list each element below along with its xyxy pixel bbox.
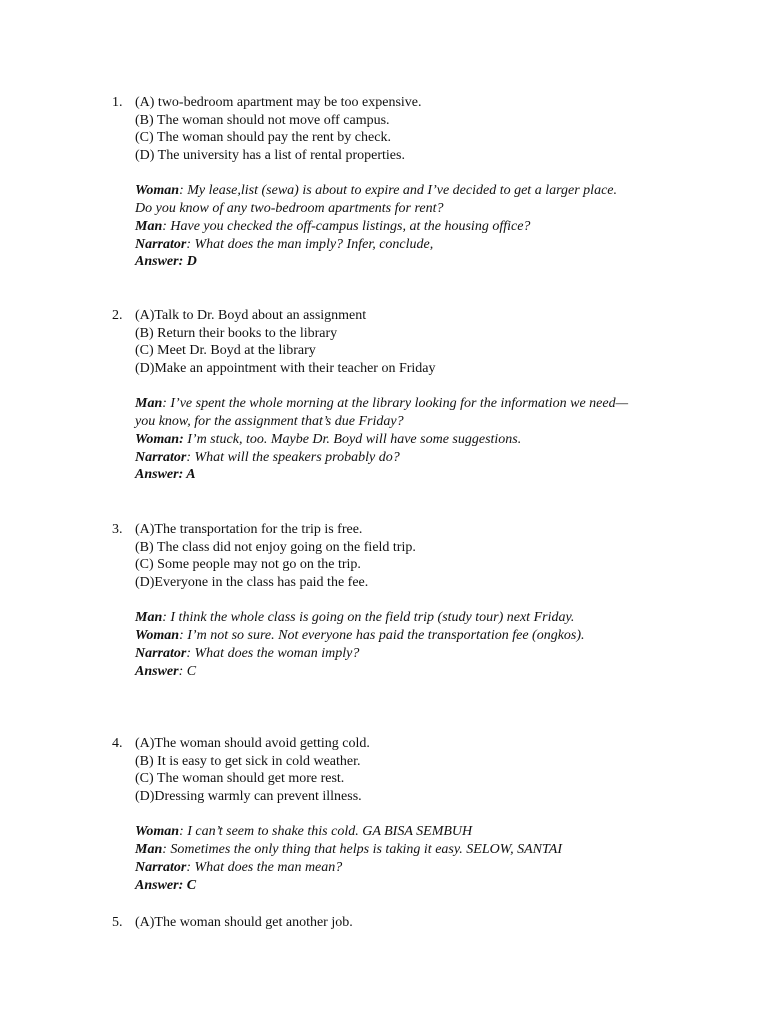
dialogue	[135, 182, 755, 270]
question-number: 1.	[112, 95, 123, 110]
dialogue-line	[135, 413, 755, 431]
answer-line	[135, 877, 755, 895]
speaker-label: Narrator	[135, 236, 187, 252]
dialogue-line	[135, 431, 755, 449]
dialogue	[135, 609, 755, 680]
option-b: (B) It is easy to get sick in cold weather.	[135, 753, 361, 769]
speaker-label: Woman	[135, 183, 180, 199]
answer-label: Answer:	[135, 254, 184, 270]
answer-value: A	[183, 467, 196, 483]
dialogue-line	[135, 236, 755, 254]
dialogue-text: : What will the speakers probably do?	[186, 449, 400, 465]
option-a: (A)Talk to Dr. Boyd about an assignment	[135, 308, 367, 323]
speaker-label: Man	[135, 218, 163, 234]
question-number: 5.	[112, 915, 123, 930]
dialogue-line	[135, 395, 755, 413]
question-body	[135, 307, 755, 484]
dialogue-line	[135, 609, 755, 627]
speaker-label: Man	[135, 610, 163, 626]
option-b: (B) The class did not enjoy going on the field trip.	[135, 539, 416, 555]
dialogue-line	[135, 200, 755, 218]
dialogue-text: : Sometimes the only thing that helps is taking it easy. SELOW, SANTAI	[162, 842, 562, 858]
speaker-label: Woman	[135, 628, 180, 644]
dialogue-line	[135, 182, 755, 200]
dialogue-text: Do you know of any two-bedroom apartments for rent?	[135, 201, 444, 217]
question-body	[135, 521, 755, 680]
speaker-label: Woman	[135, 824, 180, 840]
dialogue-text: : I can’t seem to shake this cold. GA BISA SEMBUH	[179, 824, 473, 840]
option-d: (D)Dressing warmly can prevent illness.	[135, 789, 362, 805]
dialogue-text: : What does the man imply? Infer, conclude,	[186, 236, 434, 252]
option-a: (A)The transportation for the trip is free.	[135, 522, 363, 537]
dialogue	[135, 395, 755, 483]
speaker-label: Narrator	[135, 859, 187, 875]
dialogue-text: : I’m not so sure. Not everyone has paid the transportation fee (ongkos).	[179, 628, 585, 644]
dialogue-text: I’m stuck, too. Maybe Dr. Boyd will have some suggestions.	[183, 431, 522, 447]
answer-line	[135, 663, 755, 681]
answer-value: : C	[178, 663, 197, 679]
dialogue-line	[135, 645, 755, 663]
option-c: (C) The woman should pay the rent by check.	[135, 130, 391, 146]
answer-value: D	[183, 254, 197, 270]
option-c: (C) Meet Dr. Boyd at the library	[135, 343, 316, 359]
answer-label: Answer:	[135, 467, 184, 483]
dialogue-line	[135, 218, 755, 236]
speaker-label: Man	[135, 842, 163, 858]
dialogue-line	[135, 627, 755, 645]
option-d: (D)Make an appointment with their teacher on Friday	[135, 361, 436, 377]
option-c: (C) The woman should get more rest.	[135, 771, 345, 787]
speaker-label: Narrator	[135, 449, 187, 465]
dialogue-text: : What does the woman imply?	[186, 645, 360, 661]
dialogue	[135, 823, 755, 894]
question-number: 2.	[112, 308, 123, 323]
question-number: 3.	[112, 522, 123, 537]
answer-value: C	[183, 877, 197, 893]
speaker-label: Narrator	[135, 645, 187, 661]
option-b: (B) Return their books to the library	[135, 325, 338, 341]
option-d: (D) The university has a list of rental properties.	[135, 148, 405, 164]
answer-line	[135, 253, 755, 271]
question-body	[135, 914, 755, 932]
dialogue-text: : My lease,list (sewa) is about to expire and I’ve decided to get a larger place.	[179, 183, 617, 199]
speaker-label: Man	[135, 396, 163, 412]
question-body	[135, 735, 755, 894]
dialogue-text: : Have you checked the off-campus listings, at the housing office?	[162, 218, 531, 234]
option-a: (A) two-bedroom apartment may be too expensive.	[135, 95, 422, 110]
speaker-label: Woman:	[135, 431, 184, 447]
dialogue-line	[135, 859, 755, 877]
dialogue-line	[135, 823, 755, 841]
dialogue-text: : I think the whole class is going on the field trip (study tour) next Friday.	[162, 610, 575, 626]
dialogue-text: : What does the man mean?	[186, 859, 343, 875]
option-b: (B) The woman should not move off campus.	[135, 112, 390, 128]
question-body	[135, 94, 755, 271]
option-c: (C) Some people may not go on the trip.	[135, 557, 361, 573]
dialogue-line	[135, 449, 755, 467]
dialogue-text: : I’ve spent the whole morning at the library looking for the information we need—	[162, 396, 629, 412]
answer-label: Answer	[135, 663, 179, 679]
question-number: 4.	[112, 736, 123, 751]
dialogue-line	[135, 841, 755, 859]
option-a: (A)The woman should get another job.	[135, 915, 353, 930]
option-a: (A)The woman should avoid getting cold.	[135, 736, 370, 751]
answer-label: Answer:	[135, 877, 184, 893]
answer-line	[135, 466, 755, 484]
dialogue-text: you know, for the assignment that’s due Friday?	[135, 414, 404, 430]
option-d: (D)Everyone in the class has paid the fee.	[135, 575, 369, 591]
